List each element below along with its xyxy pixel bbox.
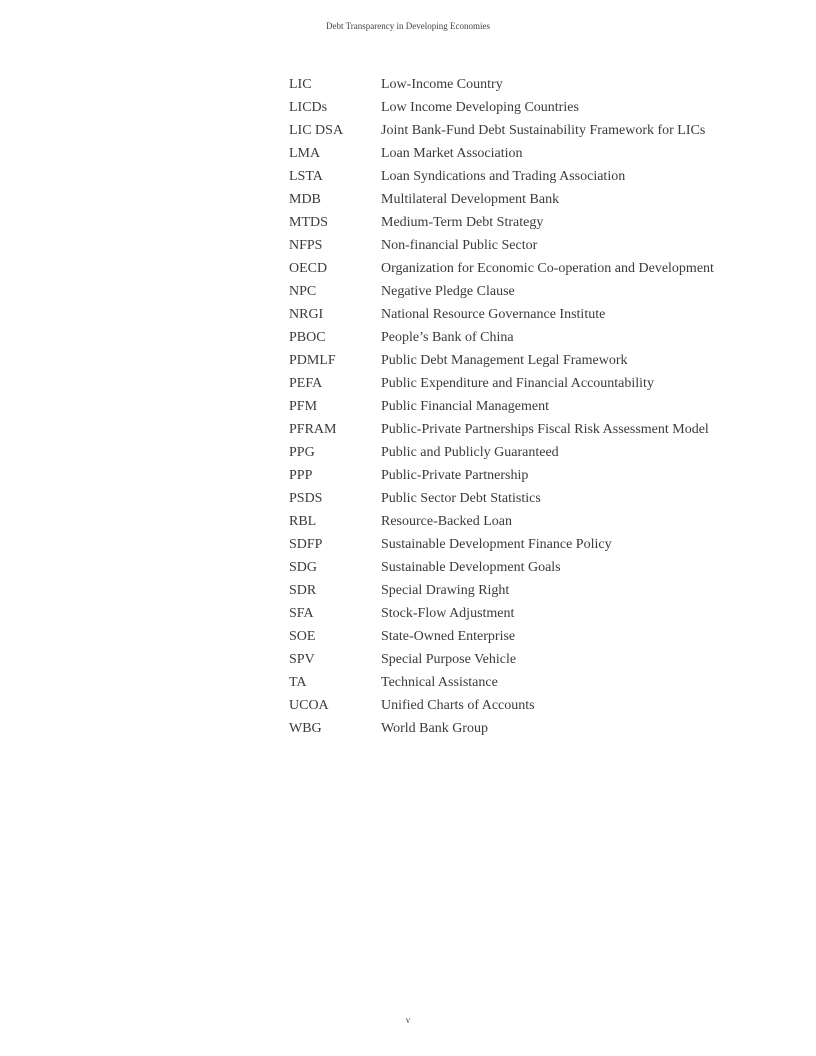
running-header: Debt Transparency in Developing Economies: [326, 21, 490, 31]
abbreviation-row: [289, 350, 714, 373]
abbreviation-definition: Low-Income Country: [381, 77, 503, 92]
abbreviation-term: PBOC: [289, 330, 326, 345]
abbreviation-term: WBG: [289, 721, 322, 736]
abbreviation-row: [289, 258, 714, 281]
abbreviation-row: [289, 672, 714, 695]
abbreviation-term: PFM: [289, 399, 318, 414]
abbreviation-definition: Technical Assistance: [381, 675, 498, 690]
abbreviation-row: [289, 396, 714, 419]
abbreviation-definition: Unified Charts of Accounts: [381, 698, 535, 713]
abbreviation-definition: State-Owned Enterprise: [381, 629, 516, 644]
abbreviation-definition: Public and Publicly Guaranteed: [381, 445, 559, 460]
abbreviation-term: LIC DSA: [289, 123, 344, 138]
abbreviation-row: [289, 120, 714, 143]
abbreviation-definition: Low Income Developing Countries: [381, 100, 579, 115]
abbreviation-definition: Sustainable Development Finance Policy: [381, 537, 612, 552]
abbreviation-term: NFPS: [289, 238, 323, 253]
abbreviation-definition: Special Purpose Vehicle: [381, 652, 517, 667]
abbreviation-term: TA: [289, 675, 307, 690]
abbreviation-row: [289, 488, 714, 511]
abbreviation-term: SDG: [289, 560, 318, 575]
abbreviation-definition: Public-Private Partnership: [381, 468, 529, 483]
abbreviation-definition: Special Drawing Right: [381, 583, 510, 598]
abbreviation-term: PPP: [289, 468, 313, 483]
abbreviation-row: [289, 465, 714, 488]
abbreviation-definition: Loan Market Association: [381, 146, 523, 161]
abbreviation-row: [289, 603, 714, 626]
abbreviation-term: OECD: [289, 261, 328, 276]
abbreviation-term: UCOA: [289, 698, 329, 713]
page-number: v: [405, 1015, 411, 1025]
abbreviation-row: [289, 557, 714, 580]
abbreviations-list: [289, 74, 714, 741]
abbreviation-definition: Stock-Flow Adjustment: [381, 606, 515, 621]
abbreviation-definition: Multilateral Development Bank: [381, 192, 560, 207]
abbreviation-term: NRGI: [289, 307, 324, 322]
abbreviation-definition: Non-financial Public Sector: [381, 238, 538, 253]
abbreviation-definition: Public Expenditure and Financial Accountability: [381, 376, 654, 391]
abbreviation-term: SFA: [289, 606, 314, 621]
abbreviation-row: [289, 511, 714, 534]
abbreviation-definition: Medium-Term Debt Strategy: [381, 215, 544, 230]
abbreviation-row: [289, 235, 714, 258]
abbreviation-row: [289, 74, 714, 97]
abbreviation-row: [289, 304, 714, 327]
abbreviation-row: [289, 718, 714, 741]
abbreviation-row: [289, 626, 714, 649]
abbreviation-definition: National Resource Governance Institute: [381, 307, 606, 322]
abbreviation-row: [289, 442, 714, 465]
abbreviation-row: [289, 281, 714, 304]
abbreviation-row: [289, 189, 714, 212]
abbreviation-term: SOE: [289, 629, 316, 644]
abbreviation-definition: People’s Bank of China: [381, 330, 514, 345]
abbreviation-term: SDFP: [289, 537, 323, 552]
abbreviation-term: PSDS: [289, 491, 323, 506]
abbreviation-term: PPG: [289, 445, 315, 460]
abbreviation-term: LMA: [289, 146, 321, 161]
abbreviation-row: [289, 143, 714, 166]
abbreviation-row: [289, 97, 714, 120]
abbreviation-term: LIC: [289, 77, 312, 92]
abbreviation-definition: Public-Private Partnerships Fiscal Risk Assessment Model: [381, 422, 709, 437]
abbreviation-definition: Negative Pledge Clause: [381, 284, 515, 299]
abbreviation-definition: Public Sector Debt Statistics: [381, 491, 541, 506]
abbreviation-term: PDMLF: [289, 353, 336, 368]
abbreviation-definition: Public Debt Management Legal Framework: [381, 353, 628, 368]
abbreviation-row: [289, 649, 714, 672]
abbreviation-definition: Sustainable Development Goals: [381, 560, 561, 575]
abbreviation-definition: Public Financial Management: [381, 399, 549, 414]
abbreviation-term: MDB: [289, 192, 321, 207]
abbreviation-row: [289, 580, 714, 603]
abbreviation-row: [289, 419, 714, 442]
abbreviation-row: [289, 327, 714, 350]
abbreviation-term: SDR: [289, 583, 317, 598]
abbreviation-row: [289, 534, 714, 557]
abbreviation-definition: Joint Bank-Fund Debt Sustainability Framework for LICs: [381, 123, 706, 138]
abbreviation-term: PFRAM: [289, 422, 337, 437]
abbreviation-row: [289, 695, 714, 718]
abbreviation-definition: Organization for Economic Co-operation and Development: [381, 261, 714, 276]
abbreviation-term: LICDs: [289, 100, 328, 115]
abbreviation-row: [289, 373, 714, 396]
abbreviation-row: [289, 166, 714, 189]
abbreviation-definition: World Bank Group: [381, 721, 488, 736]
abbreviation-definition: Loan Syndications and Trading Association: [381, 169, 626, 184]
abbreviation-row: [289, 212, 714, 235]
abbreviation-term: RBL: [289, 514, 317, 529]
abbreviation-term: MTDS: [289, 215, 328, 230]
abbreviation-term: SPV: [289, 652, 315, 667]
abbreviation-term: NPC: [289, 284, 317, 299]
abbreviation-term: LSTA: [289, 169, 323, 184]
abbreviation-definition: Resource-Backed Loan: [381, 514, 512, 529]
abbreviation-term: PEFA: [289, 376, 323, 391]
